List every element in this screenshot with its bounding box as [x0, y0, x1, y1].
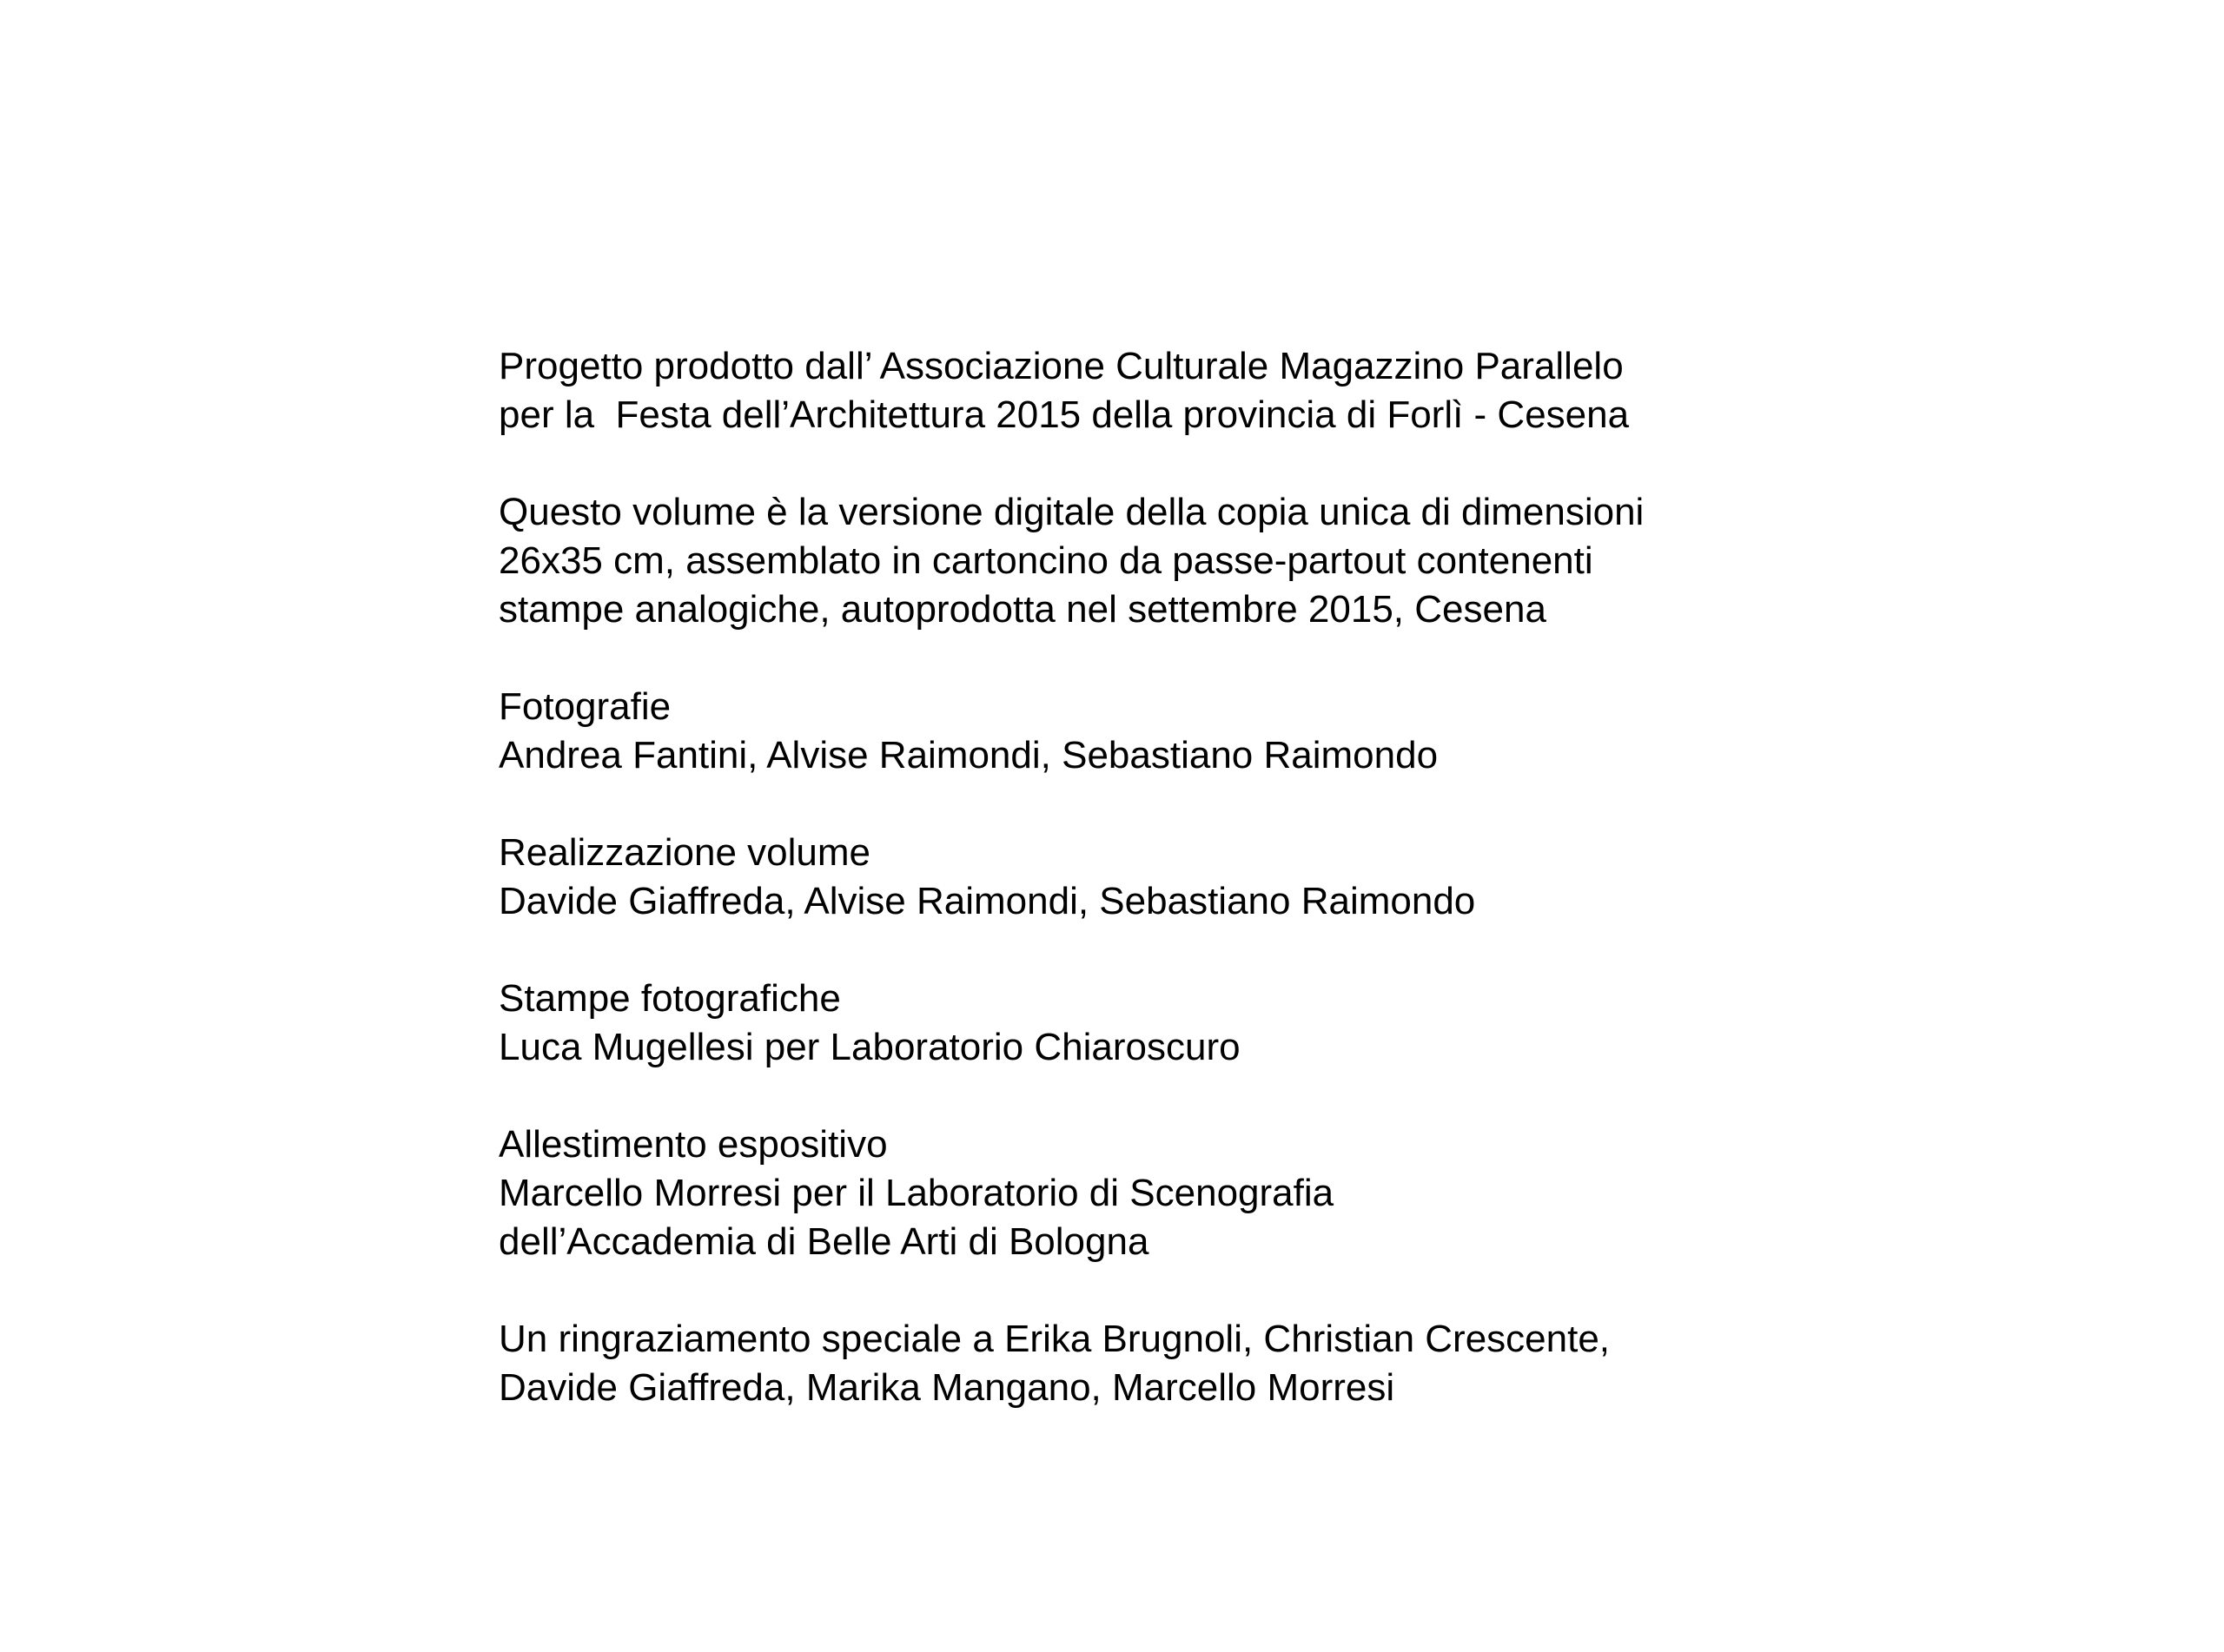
- text-line: Un ringraziamento speciale a Erika Brugnoli, Christian Crescente,: [499, 1318, 1611, 1360]
- credit-heading: Realizzazione volume: [499, 831, 870, 874]
- volume-description-block: [499, 488, 1889, 634]
- text-line: Davide Giaffreda, Marika Mangano, Marcello Morresi: [499, 1366, 1395, 1409]
- credit-heading: Allestimento espositivo: [499, 1123, 888, 1166]
- volume-production-credit-block: [499, 829, 1889, 926]
- photography-credit-block: [499, 683, 1889, 780]
- credit-names: Davide Giaffreda, Alvise Raimondi, Sebastiano Raimondo: [499, 880, 1476, 922]
- credit-names: Andrea Fantini, Alvise Raimondi, Sebastiano Raimondo: [499, 734, 1439, 776]
- credit-heading: Fotografie: [499, 685, 672, 728]
- colophon-text: [499, 342, 1889, 1461]
- production-credit-block: [499, 342, 1889, 439]
- credit-names: dell’Accademia di Belle Arti di Bologna: [499, 1220, 1149, 1263]
- text-line: Progetto prodotto dall’ Associazione Culturale Magazzino Parallelo: [499, 345, 1624, 387]
- credit-names: Luca Mugellesi per Laboratorio Chiaroscuro: [499, 1026, 1241, 1068]
- credit-names: Marcello Morresi per il Laboratorio di Scenografia: [499, 1172, 1334, 1214]
- prints-credit-block: [499, 975, 1889, 1072]
- credit-heading: Stampe fotografiche: [499, 977, 841, 1020]
- exhibition-setup-credit-block: [499, 1120, 1889, 1266]
- text-line: stampe analogiche, autoprodotta nel settembre 2015, Cesena: [499, 588, 1546, 631]
- text-line: per la Festa dell’Architettura 2015 della provincia di Forlì - Cesena: [499, 393, 1630, 436]
- acknowledgements-block: [499, 1315, 1889, 1412]
- text-line: 26x35 cm, assemblato in cartoncino da passe-partout contenenti: [499, 539, 1593, 582]
- text-line: Questo volume è la versione digitale della copia unica di dimensioni: [499, 491, 1645, 533]
